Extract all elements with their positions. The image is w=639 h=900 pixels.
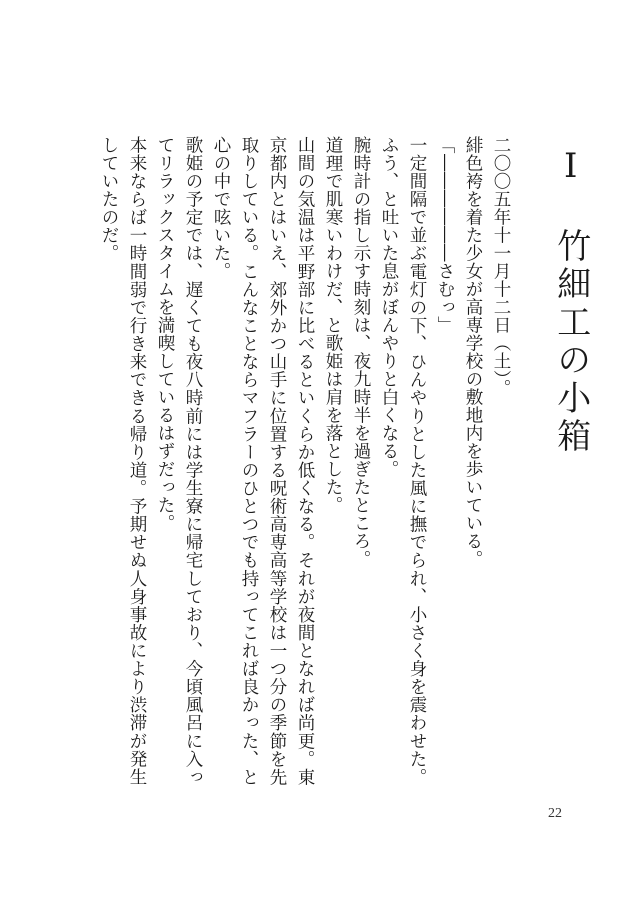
paragraph: 山間の気温は平野部に比べるといくらか低くなる。それが夜間となれば尚更。東京都内とはいえ、郊外かつ山手に位置する呪術高専高等学校は一つ分の季節を先取りしている。こんなことならマフラーのひとつでも持ってこれば良かった、と心の中で呟いた。 <box>211 136 315 786</box>
paragraph: 本来ならば一時間弱で行き来できる帰り道。予期せぬ人身事故により渋滞が発生していたのだ。 <box>99 136 147 786</box>
paragraph: 一定間隔で並ぶ電灯の下、ひんやりとした風に撫でられ、小さく身を震わせた。ふう、と吐いた息がぼんやりと白くなる。 <box>379 136 427 786</box>
paragraph: 歌姫の予定では、遅くても夜八時前には学生寮に帰宅しており、今頃風呂に入ってリラックスタイムを満喫しているはずだった。 <box>155 136 203 786</box>
chapter-title: Ⅰ 竹細工の小箱 <box>550 146 591 456</box>
paragraph: 道理で肌寒いわけだ、と歌姫は肩を落とした。 <box>323 136 343 514</box>
paragraph: 緋色袴を着た少女が高専学校の敷地内を歩いている。 <box>463 136 483 568</box>
paragraph: 腕時計の指し示す時刻は、夜九時半を過ぎたところ。 <box>351 136 371 568</box>
page-number: 22 <box>548 806 562 821</box>
paragraph: 「――――――さむっ」 <box>435 136 455 334</box>
body-text <box>95 136 515 786</box>
paragraph: 二〇〇五年十一月十二日（土）。 <box>491 136 511 398</box>
